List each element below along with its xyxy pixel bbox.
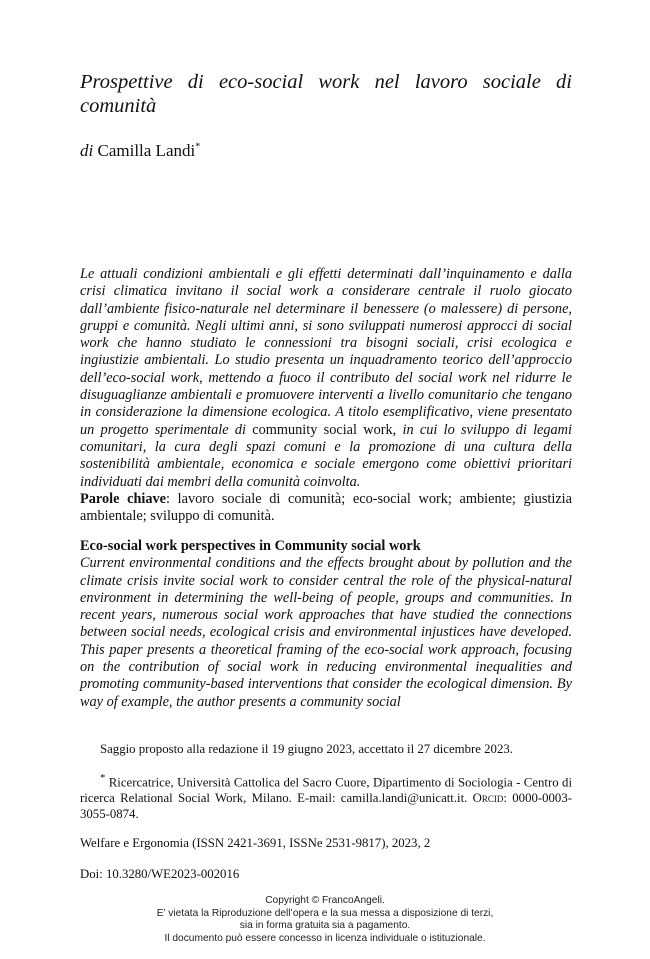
author-footnote-mark: * [195, 141, 201, 153]
keywords-label: Parole chiave [80, 490, 167, 507]
author-footnote [80, 771, 572, 822]
orcid-label: Orcid [472, 791, 504, 806]
copyright-line: E’ vietata la Riproduzione dell’opera e la sua messa a disposizione di terzi, [156, 907, 494, 919]
submission-note [80, 741, 572, 757]
author-prefix: di [80, 141, 94, 160]
footnote-affiliation: Ricercatrice, Università Cattolica del Sacro Cuore, Dipartimento di Sociologia - Centro di ricerca Relational Social Work, Milano. E-mail: camilla.landi@unicatt.it. [80, 775, 572, 806]
abstract-english [80, 538, 572, 711]
author-name: Camilla Landi [97, 141, 196, 160]
copyright-line: Il documento può essere concesso in licenza individuale o istituzionale. [164, 932, 486, 944]
journal-info: Welfare e Ergonomia (ISSN 2421-3691, ISSNe 2531-9817), 2023, 2 [80, 836, 431, 850]
article-title: Prospettive di eco-social work nel lavoro sociale di comunità [80, 71, 572, 117]
abstract-italian-text [80, 266, 572, 491]
copyright-line: Copyright © FrancoAngeli. [265, 895, 385, 906]
copyright-line: sia in forma gratuita sia a pagamento. [239, 920, 411, 931]
submission-text: Saggio proposto alla redazione il 19 giugno 2023, accettato il 27 dicembre 2023. [100, 742, 513, 756]
abstract-italian [80, 266, 572, 525]
english-abstract-text: Current environmental conditions and the effects brought about by pollution and the climate crisis invite social work to consider central the role of the physical-natural environment in determining the well-being of people, groups and communities. In recent years, numerous social work approaches that have studied the connections between social needs, ecological crisis and environmental injustices have developed. This paper presents a theoretical framing of the eco-social work approach, focusing on the contribution of social work in reducing environmental inequalities and promoting community-based interventions that consider the ecological dimension. By way of example, the author presents a community social [80, 555, 572, 710]
copyright-notice [0, 895, 650, 945]
abstract-italian-upright: community social work [252, 421, 393, 438]
footnote-text [80, 771, 572, 822]
abstract-italian-part2: , in cui lo sviluppo di legami comunitari, la cura degli spazi comuni e la promozione di una cultura della sostenibilità ambientale, economica e sociale emergono come obiettivi prioritari individuati dai membri della comunità coinvolta. [80, 421, 572, 490]
author-line [80, 141, 200, 161]
english-title: Eco-social work perspectives in Community social work [80, 538, 421, 554]
orcid-value: : 0000-0003-3055-0874. [80, 791, 572, 822]
abstract-italian-part1: Le attuali condizioni ambientali e gli effetti determinati dall’inquinamento e dalla crisi climatica invitano il social work a considerare centrale il ruolo giocato dall’ambiente fisico-naturale nel determinare il benessere (o malessere) di persone, gruppi e comunità. Negli ultimi anni, si sono sviluppati numerosi approcci di social work che hanno studiato le connessioni tra bisogni sociali, crisi ecologica e ingiustizie ambientali. Lo studio presenta un inquadramento teorico dell’approccio dell’eco-social work, mettendo a fuoco il contributo del social work nel ridurre le disuguaglianze ambientali e promuovere interventi a livello comunitario che tengano in considerazione la dimensione ecologica. A titolo esemplificativo, viene presentato un progetto sperimentale di [80, 266, 572, 438]
keywords [80, 491, 572, 526]
keywords-text: : lavoro sociale di comunità; eco-social work; ambiente; giustizia ambientale; sviluppo di comunità. [80, 490, 573, 525]
doi: Doi: 10.3280/WE2023-002016 [80, 867, 240, 881]
footnote-mark: * [100, 773, 106, 784]
